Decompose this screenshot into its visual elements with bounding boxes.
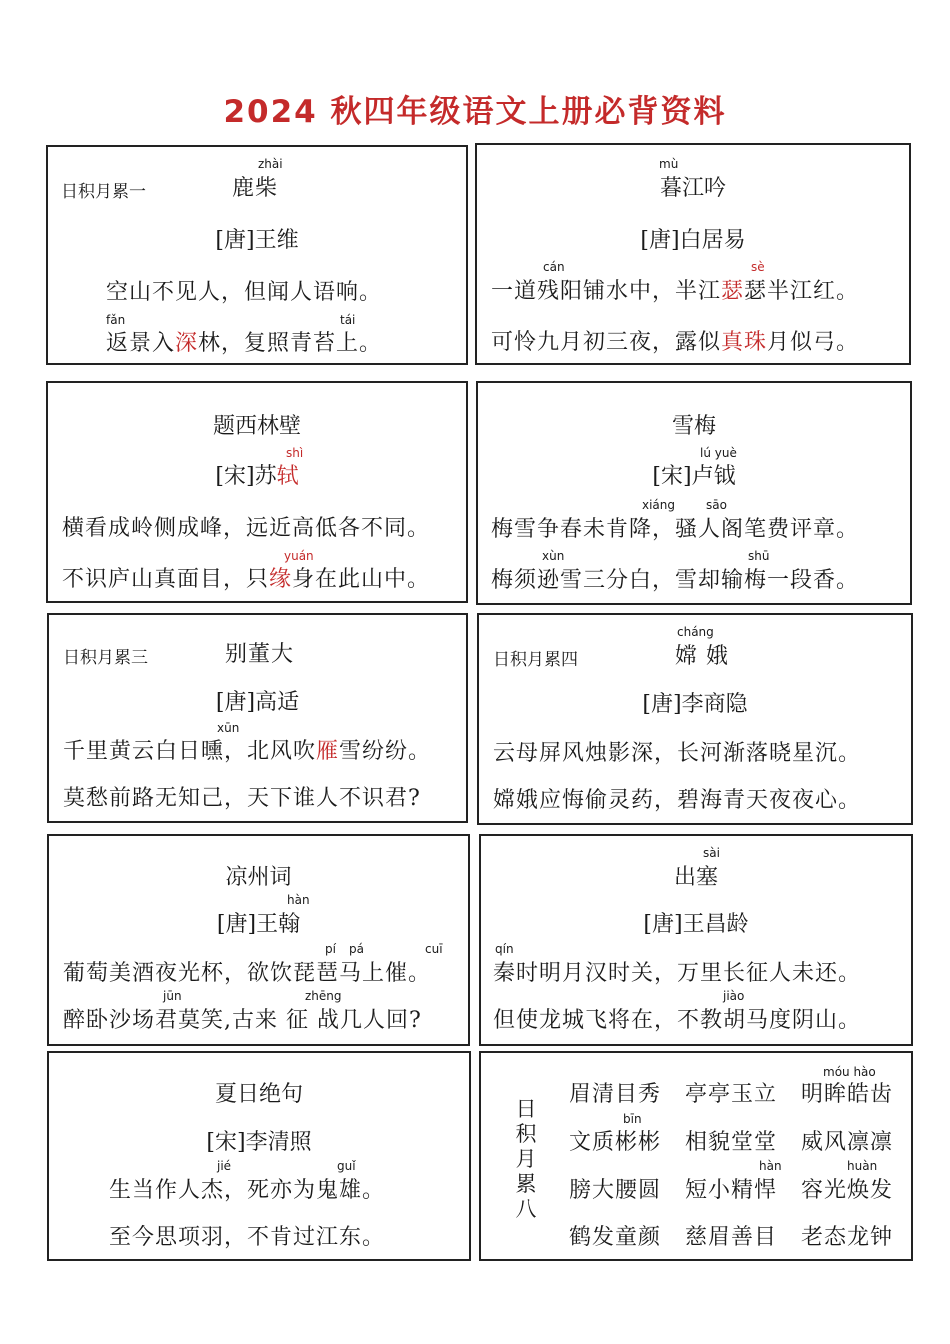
- poem-author: [宋]李清照: [206, 1130, 312, 1155]
- section-tag: 日积月累三: [63, 648, 148, 668]
- pinyin: jiào: [723, 989, 745, 1003]
- pinyin: shì: [286, 446, 304, 460]
- idiom: 短小精悍: [685, 1178, 778, 1203]
- poem-author: [宋]卢钺: [652, 464, 736, 489]
- pinyin: lú yuè: [700, 446, 737, 460]
- poem-line-1: 千里黄云白日曛，北风吹雁雪纷纷。: [63, 739, 432, 764]
- poem-line-2: 返景入深林，复照青苔上。: [106, 331, 383, 356]
- highlight-char: 真珠: [721, 330, 768, 355]
- idiom: 威风凛凛: [801, 1130, 894, 1155]
- pinyin: mù: [659, 157, 679, 171]
- idiom-card: [479, 1051, 913, 1261]
- pinyin: zhēng: [305, 989, 342, 1003]
- section-tag: 日积月累四: [493, 650, 578, 670]
- pinyin: bīn: [623, 1112, 642, 1126]
- idiom: 眉清目秀: [569, 1082, 662, 1107]
- poem-card-xuemei: [476, 381, 912, 605]
- pinyin: sài: [703, 846, 720, 860]
- idiom: 慈眉善目: [685, 1225, 778, 1250]
- pinyin: pí: [325, 942, 336, 956]
- highlight-char: 轼: [276, 464, 299, 489]
- poem-title: 鹿柴: [232, 176, 279, 201]
- poem-card-luzhai: [46, 145, 468, 365]
- poem-card-biedongda: [47, 613, 468, 823]
- poem-title: 嫦 娥: [675, 644, 729, 669]
- poem-line-2: 至今思项羽，不肯过江东。: [109, 1225, 386, 1250]
- pinyin: móu hào: [823, 1065, 876, 1079]
- pinyin: tái: [340, 313, 356, 327]
- pinyin: xiáng: [642, 498, 676, 512]
- highlight-char: 深: [175, 331, 199, 356]
- poem-line-2: 莫愁前路无知己，天下谁人不识君?: [63, 786, 421, 811]
- pinyin: sè: [751, 260, 765, 274]
- poem-title: 别董大: [225, 642, 295, 667]
- poem-line-1: 云母屏风烛影深，长河渐落晓星沉。: [493, 741, 862, 766]
- pinyin: cán: [543, 260, 565, 274]
- poem-author: [宋]苏轼: [215, 464, 299, 489]
- section-tag-vertical: 日积月累八: [515, 1097, 537, 1221]
- poem-author: [唐]高适: [215, 690, 300, 715]
- poem-line-1: 生当作人杰，死亦为鬼雄。: [109, 1178, 386, 1203]
- poem-author: [唐]王昌龄: [643, 912, 749, 937]
- pinyin: guǐ: [337, 1159, 356, 1173]
- poem-title: 凉州词: [225, 865, 292, 890]
- pinyin: huàn: [847, 1159, 878, 1173]
- poem-line-1: 秦时明月汉时关，万里长征人未还。: [493, 961, 862, 986]
- poem-card-mujiangyin: [475, 143, 911, 365]
- poem-card-xiarijueju: [47, 1051, 471, 1261]
- idiom: 膀大腰圆: [569, 1178, 662, 1203]
- poem-title: 夏日绝句: [214, 1082, 303, 1107]
- highlight-char: 缘: [269, 567, 293, 592]
- pinyin: cuī: [425, 942, 443, 956]
- section-tag: 日积月累一: [61, 182, 146, 202]
- poem-line-2: 醉卧沙场君莫笑,古来 征 战几人回?: [63, 1008, 422, 1033]
- pinyin: cháng: [677, 625, 714, 639]
- pinyin: pá: [349, 942, 364, 956]
- pinyin: sāo: [706, 498, 727, 512]
- poem-author: [唐]王翰: [216, 912, 301, 937]
- highlight-char: 瑟: [721, 279, 745, 304]
- poem-line-1: 葡萄美酒夜光杯，欲饮琵琶马上催。: [63, 961, 432, 986]
- poem-title: 出塞: [673, 865, 718, 890]
- idiom: 明眸皓齿: [801, 1082, 894, 1107]
- idiom: 亭亭玉立: [685, 1082, 778, 1107]
- pinyin: zhài: [258, 157, 283, 171]
- pinyin: xūn: [217, 721, 240, 735]
- pinyin: qín: [495, 942, 514, 956]
- poem-line-1: 一道残阳铺水中，半江瑟瑟半江红。: [491, 279, 860, 304]
- pinyin: xùn: [542, 549, 565, 563]
- poem-line-1: 梅雪争春未肯降，骚人阁笔费评章。: [491, 517, 860, 542]
- pinyin: hàn: [287, 893, 310, 907]
- poem-card-liangzhouci: [47, 834, 470, 1046]
- pinyin: yuán: [284, 549, 314, 563]
- highlight-char: 雁: [316, 739, 340, 764]
- pinyin: hàn: [759, 1159, 782, 1173]
- poem-author: [唐]王维: [215, 228, 299, 253]
- idiom: 老态龙钟: [801, 1225, 894, 1250]
- poem-line-2: 嫦娥应悔偷灵药，碧海青天夜夜心。: [493, 788, 862, 813]
- idiom: 鹤发童颜: [569, 1225, 662, 1250]
- idiom: 容光焕发: [801, 1178, 894, 1203]
- pinyin: shū: [748, 549, 770, 563]
- poem-title: 暮江吟: [659, 176, 726, 201]
- poem-title: 雪梅: [671, 414, 716, 439]
- poem-line-1: 空山不见人，但闻人语响。: [106, 280, 383, 305]
- poem-title: 题西林壁: [212, 414, 301, 439]
- page-title: 2024 秋四年级语文上册必背资料: [223, 94, 727, 130]
- poem-card-tixilinbi: [46, 381, 468, 603]
- poem-line-1: 横看成岭侧成峰，远近高低各不同。: [62, 516, 431, 541]
- poem-card-change: [477, 613, 913, 825]
- pinyin: jié: [217, 1159, 232, 1173]
- poem-line-2: 梅须逊雪三分白，雪却输梅一段香。: [491, 568, 860, 593]
- poem-card-chusai: [479, 834, 913, 1046]
- poem-author: [唐]李商隐: [642, 692, 748, 717]
- poem-line-2: 可怜九月初三夜，露似真珠月似弓。: [491, 330, 860, 355]
- poem-line-2: 但使龙城飞将在，不教胡马度阴山。: [493, 1008, 862, 1033]
- pinyin: fǎn: [106, 313, 126, 327]
- idiom: 文质彬彬: [569, 1130, 662, 1155]
- poem-line-2: 不识庐山真面目，只缘身在此山中。: [62, 567, 431, 592]
- idiom: 相貌堂堂: [685, 1130, 778, 1155]
- poem-author: [唐]白居易: [640, 228, 746, 253]
- pinyin: jūn: [163, 989, 182, 1003]
